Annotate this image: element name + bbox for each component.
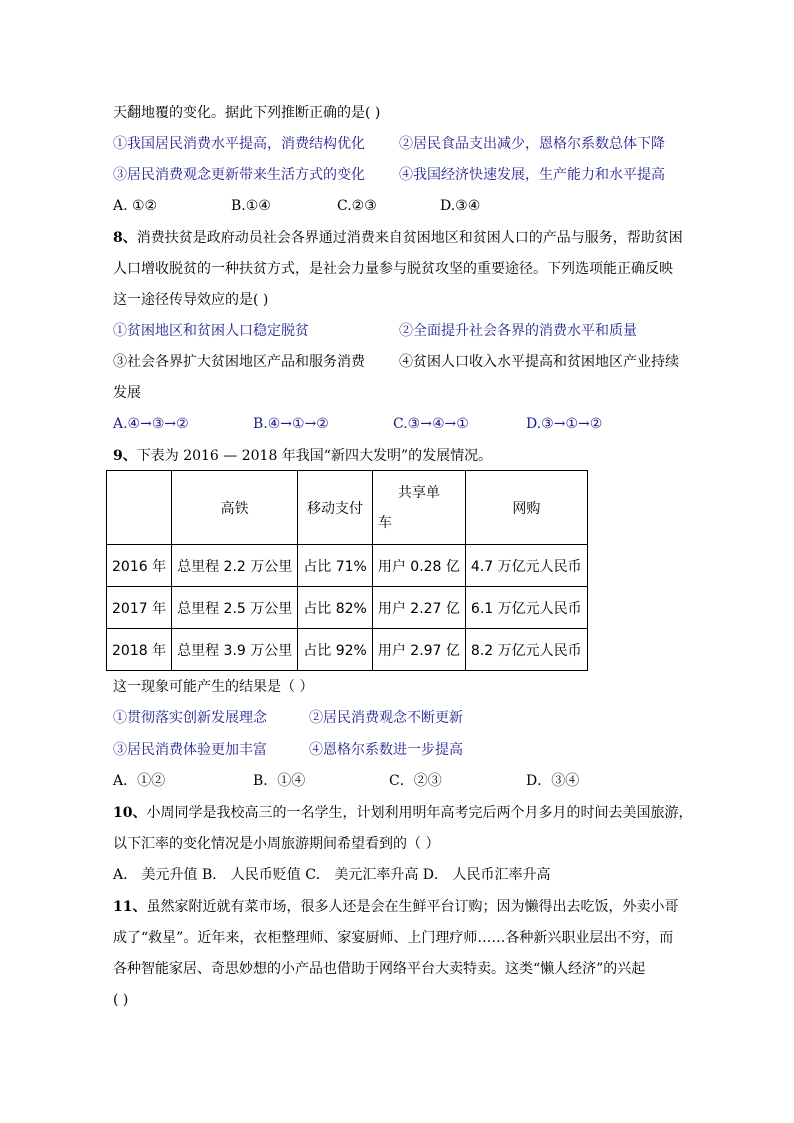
table-cell: 2016 年 [107,545,172,587]
table-cell: 总里程 3.9 万公里 [172,629,298,671]
q9-stem: 下表为 2016 — 2018 年我国“新四大发明”的发展情况。 [136,448,493,464]
table-cell: 用户 2.27 亿 [372,587,465,629]
q9-statement-1: ①贯彻落实创新发展理念 [113,710,267,726]
q10-line-1 [113,803,692,823]
q7-statement-3: ③居民消费观念更新带来生活方式的变化 [113,167,365,183]
q8-statement-4: ④贫困人口收入水平提高和贫困地区产业持续 [399,354,679,370]
table-header-cell: 移动支付 [298,471,373,545]
table-header-cell [107,471,172,545]
table-cell: 占比 92% [298,629,373,671]
table-header-cell: 网购 [465,471,587,545]
q10-line-2: 以下汇率的变化情况是小周旅游期间希望看到的（ ） [113,836,440,852]
table-cell: 用户 2.97 亿 [372,629,465,671]
q7-statement-2: ②居民食品支出减少，恩格尔系数总体下降 [399,136,665,152]
q9-table [106,470,588,671]
q9-statement-3: ③居民消费体验更加丰富 [113,742,267,758]
table-row [107,545,588,587]
q8-option-c: C.③→④→① [393,416,469,432]
q9-line-1 [113,446,492,466]
q8-option-b: B.④→①→② [253,416,329,432]
q7-option-c: C.②③ [337,198,377,214]
table-header-row [107,471,588,545]
table-cell: 占比 71% [298,545,373,587]
q7-stem-tail: 天翻地覆的变化。据此下列推断正确的是( ) [113,105,381,121]
q9-statement-2: ②居民消费观念不断更新 [309,710,463,726]
table-header-cell [372,471,465,545]
q8-line-1 [113,228,683,248]
q7-option-b: B.①④ [231,198,271,214]
q7-statement-1: ①我国居民消费水平提高，消费结构优化 [113,136,365,152]
q11-line-3: 各种智能家居、奇思妙想的小产品也借助于网络平台大卖特卖。这类“懒人经济”的兴起 [113,961,646,977]
q10-number: 10、 [113,805,147,821]
table-cell: 用户 0.28 亿 [372,545,465,587]
q7-option-d: D.③④ [440,198,481,214]
q8-statement-1: ①贫困地区和贫困人口稳定脱贫 [113,323,309,339]
q9-option-a: A．①② [113,773,166,789]
q8-statement-3: ③社会各界扩大贫困地区产品和服务消费 [113,354,365,370]
q8-statement-2: ②全面提升社会各界的消费水平和质量 [399,323,637,339]
q8-number: 8、 [113,230,137,246]
q9-option-c: C．②③ [389,773,442,789]
q9-option-d: D．③④ [526,773,580,789]
table-cell: 2018 年 [107,629,172,671]
table-row [107,587,588,629]
q11-line-1 [113,897,678,917]
table-cell: 总里程 2.5 万公里 [172,587,298,629]
q9-statement-4: ④恩格尔系数进一步提高 [309,742,463,758]
table-cell: 4.7 万亿元人民币 [465,545,587,587]
q11-line-4: ( ) [113,992,129,1008]
table-header-cell: 高铁 [172,471,298,545]
table-header-text: 共享单 [397,484,440,501]
q9-question: 这一现象可能产生的结果是（ ） [113,679,314,695]
q10-text-1: 小周同学是我校高三的一名学生，计划利用明年高考完后两个月多月的时间去美国旅游， [146,805,693,821]
table-cell: 总里程 2.2 万公里 [172,545,298,587]
q11-number: 11、 [113,899,147,915]
q11-text-1: 虽然家附近就有菜市场，很多人还是会在生鲜平台订购；因为懒得出去吃饭，外卖小哥 [146,899,679,915]
q9-number: 9、 [113,448,137,464]
table-cell: 8.2 万亿元人民币 [465,629,587,671]
q8-statement-4-cont: 发展 [113,385,141,401]
q7-option-a: A. ①② [113,198,158,214]
q9-option-b: B．①④ [253,773,306,789]
q8-option-a: A.④→③→② [113,416,189,432]
q8-line-2: 人口增收脱贫的一种扶贫方式，是社会力量参与脱贫攻坚的重要途径。下列选项能正确反映 [113,261,673,277]
table-cell: 2017 年 [107,587,172,629]
q8-text-1: 消费扶贫是政府动员社会各界通过消费来自贫困地区和贫困人口的产品与服务，帮助贫困 [136,230,683,246]
q10-options: A． 美元升值 B． 人民币贬值 C． 美元汇率升高 D． 人民币汇率升高 [113,867,551,883]
table-cell: 占比 82% [298,587,373,629]
table-row [107,629,588,671]
q11-line-2: 成了“救星”。近年来，衣柜整理师、家宴厨师、上门理疗师……各种新兴职业层出不穷，而 [113,930,674,946]
q8-line-3: 这一途径传导效应的是( ) [113,292,269,308]
table-header-text-wrap: 车 [377,514,392,531]
q8-option-d: D.③→①→② [526,416,603,432]
table-cell: 6.1 万亿元人民币 [465,587,587,629]
q7-statement-4: ④我国经济快速发展，生产能力和水平提高 [399,167,665,183]
